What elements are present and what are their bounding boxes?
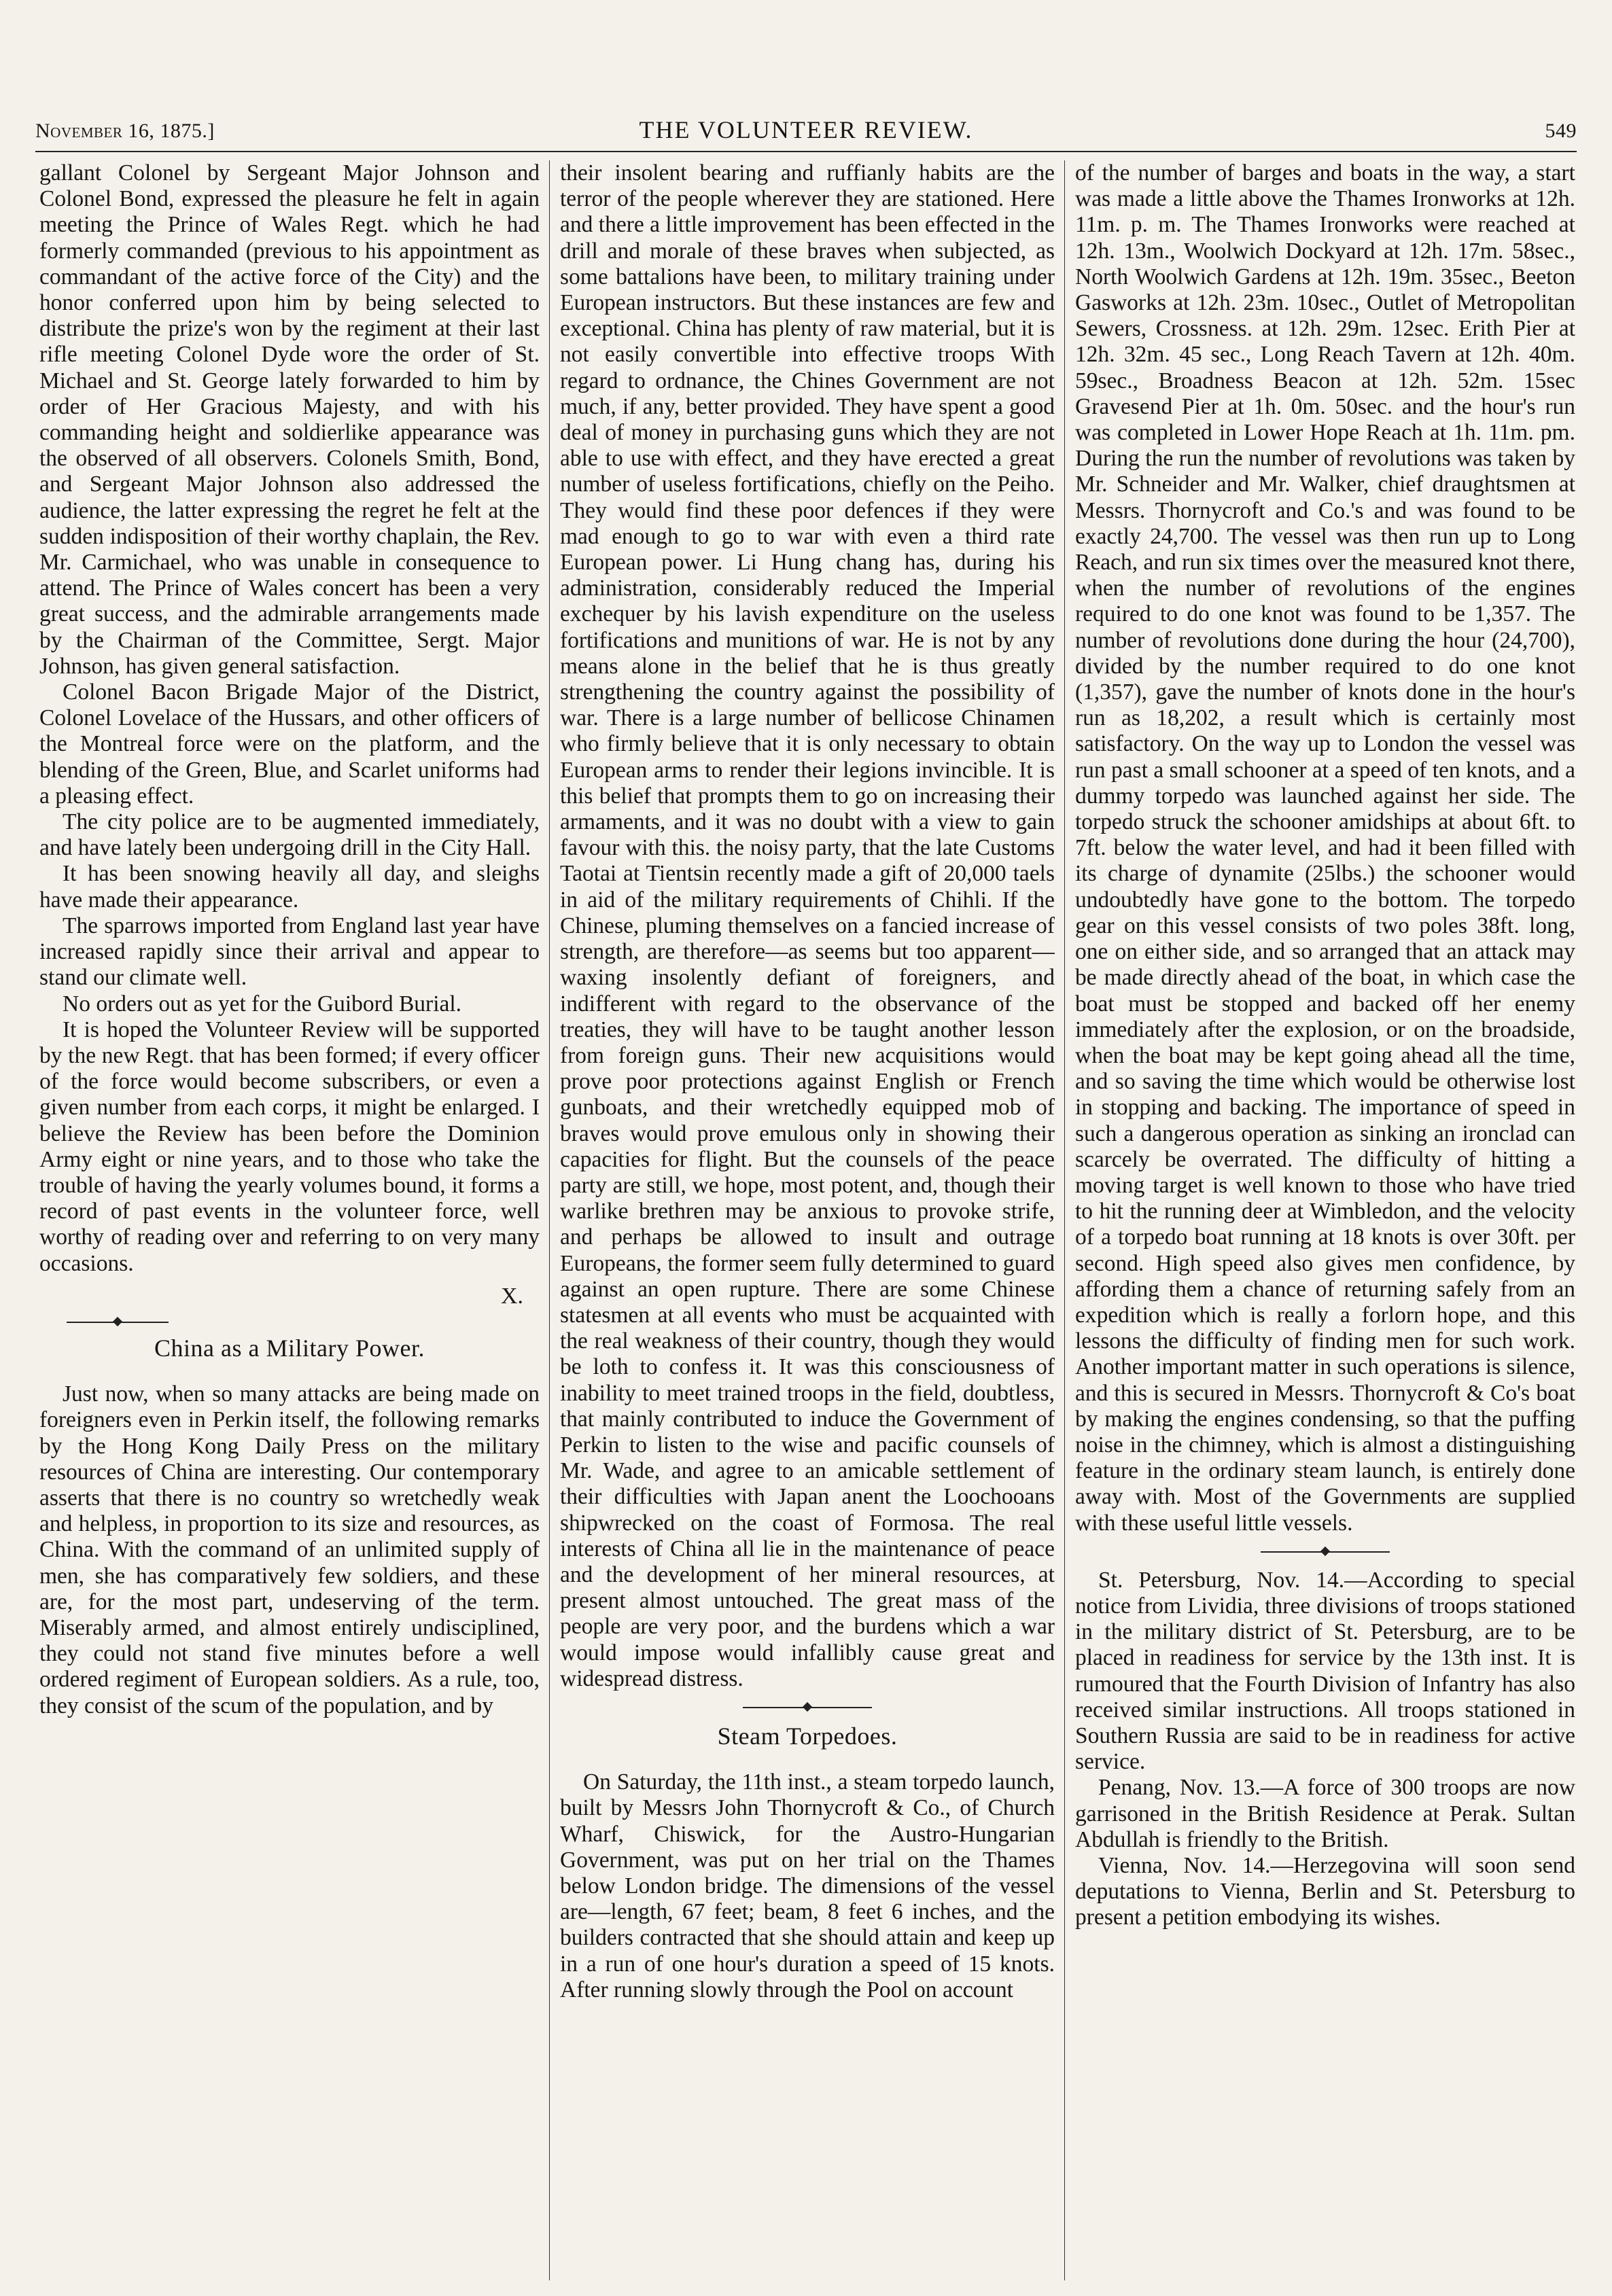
col1-paragraph-8: Just now, when so many attacks are being made on foreigners even in Perkin itself, the following remarks by the Hong Kong Daily Press on the military resources of China are interesting. Our contemporary asserts that there is no country so wretchedly weak and helpless, in proportion to its size and resources, as China. With the command of an unlimited supply of men, she has comparatively few soldiers, and these are, for the most part, undeserving of the term. Miserably armed, and almost entirely undisciplined, they could not stand five minutes before a well ordered regiment of European soldiers. As a rule, too, they consist of the scum of the population, and by <box>39 1381 540 1718</box>
section-separator <box>743 1707 872 1708</box>
col1-paragraph-6: No orders out as yet for the Guibord Burial. <box>63 991 462 1017</box>
torpedoes-section-title: Steam Torpedoes. <box>717 1722 898 1750</box>
column-1 <box>39 160 540 2280</box>
china-section-title: China as a Military Power. <box>154 1334 425 1362</box>
header-page-number: 549 <box>1545 120 1577 142</box>
page-header <box>35 114 1577 148</box>
col1-paragraph-2: Colonel Bacon Brigade Major of the District, Colonel Lovelace of the Hussars, and other officers of the Montreal force were on the platform, and the blending of the Green, Blue, and Scarlet uniforms had a pleasing effect. <box>39 679 540 809</box>
header-date: November 16, 1875.] <box>35 120 215 142</box>
column-divider-1 <box>549 160 550 2280</box>
header-masthead: THE VOLUNTEER REVIEW. <box>639 116 973 143</box>
col1-paragraph-5: The sparrows imported from England last year have increased rapidly since their arrival and appear to stand our climate well. <box>39 913 540 991</box>
separator-ornament <box>1320 1547 1330 1556</box>
col3-paragraph-4: Vienna, Nov. 14.—Herzegovina will soon send deputations to Vienna, Berlin and St. Petersburg to present a petition embodying its wishes. <box>1075 1853 1575 1930</box>
section-separator <box>1261 1551 1390 1553</box>
col3-paragraph-1: of the number of barges and boats in the way, a start was made a little above the Thames Ironworks at 12h. 11m. p. m. The Thames Ironworks were reached at 12h. 13m., Woolwich Dockyard at 12h. 17m. 58sec., North Woolwich Gardens at 12h. 19m. 35sec., Beeton Gasworks at 12h. 23m. 10sec., Outlet of Metropolitan Sewers, Crossness. at 12h. 29m. 12sec. Erith Pier at 12h. 32m. 45 sec., Long Reach Tavern at 12h. 40m. 59sec., Broadness Beacon at 12h. 52m. 15sec Gravesend Pier at 1h. 0m. 50sec. and the hour's run was completed in Lower Hope Reach at 1h. 11m. pm. During the run the number of revolutions was taken by Mr. Schneider and Mr. Walker, chief draughtsmen at Messrs. Thornycroft and Co.'s and was found to be exactly 24,700. The vessel was then run up to Long Reach, and run six times over the measured knot there, when the number of revolutions of the engines required to do one knot was found to be 1,357. The number of revolutions done during the hour (24,700), divided by the number required to do one knot (1,357), gave the number of knots done in the hour's run as 18,202, a result which is certainly most satisfactory. On the way up to London the vessel was run past a small schooner at a speed of ten knots, and a dummy torpedo was launched against her side. The torpedo struck the schooner amidships at about 6ft. to 7ft. below the water level, and had it been filled with its charge of dynamite (25lbs.) the schooner would undoubtedly have gone to the bottom. The torpedo gear on this vessel consists of two poles 38ft. long, one on either side, and so arranged that an attack may be made directly ahead of the boat, in which case the boat must be stopped and backed off her enemy immediately after the explosion, or on the broadside, when the boat may be kept going ahead all the time, and so saving the time which would be otherwise lost in stopping and backing. The importance of speed in such a dangerous operation as sinking an ironclad can scarcely be overrated. The difficulty of hitting a moving target is well known to those who have tried to hit the running deer at Wimbledon, and the velocity of a torpedo boat running at 18 knots is over 30ft. per second. High speed also gives men confidence, by affording them a chance of returning safely from an expedition which is really a forlorn hope, and this lessons the difficulty of finding men for such work. Another important matter in such operations is silence, and this is secured in Messrs. Thornycroft & Co's boat by making the engines condensing, so that the puffing noise in the chimney, which is almost a distinguishing feature in the ordinary steam launch, is entirely done away with. Most of the Governments are supplied with these useful little vessels. <box>1075 160 1575 1536</box>
header-rule <box>35 151 1577 152</box>
col1-paragraph-1: gallant Colonel by Sergeant Major Johnson and Colonel Bond, expressed the pleasure he felt in again meeting the Prince of Wales Regt. which he had formerly commanded (previous to his appointment as commandant of the active force of the City) and the honor conferred upon him by being selected to distribute the prize's won by the regiment at their last rifle meeting Colonel Dyde wore the order of St. Michael and St. George lately forwarded to him by order of Her Gracious Majesty, and with his commanding height and soldierlike appearance was the observed of all observers. Colonels Smith, Bond, and Sergeant Major Johnson also addressed the audience, the latter expressing the regret he felt at the sudden indisposition of their worthy chaplain, the Rev. Mr. Carmichael, who was unable in consequence to attend. The Prince of Wales concert has been a very great success, and the admirable arrangements made by the Chairman of the Committee, Sergt. Major Johnson, has given general satisfaction. <box>39 160 540 679</box>
col2-paragraph-1: their insolent bearing and ruffianly habits are the terror of the people wherever they are stationed. Here and there a little improvement has been effected in the drill and morale of these braves when subjected, as some battalions have been, to military training under European instructors. But these instances are few and exceptional. China has plenty of raw material, but it is not easily convertible into effective troops With regard to ordnance, the Chines Government are not much, if any, better provided. They have spent a good deal of money in purchasing guns which they are not able to use with effect, and they have erected a great number of useless fortifications, chiefly on the Peiho. They would find these poor defences if they were mad enough to go to war with even a third rate European power. Li Hung chang has, during his administration, considerably reduced the Imperial exchequer by his lavish expenditure on the useless fortifications and munitions of war. He is not by any means alone in the belief that he is thus greatly strengthening the country against the possibility of war. There is a large number of bellicose Chinamen who firmly believe that it is only necessary to obtain European arms to render their legions invincible. It is this belief that prompts them to go on increasing their armaments, and it was no doubt with a view to gain favour with this. the noisy party, that the late Customs Taotai at Tientsin recently made a gift of 20,000 taels in aid of the military requirements of Chihli. If the Chinese, pluming themselves on a fancied increase of strength, are therefore—as seems but too apparent—waxing insolently defiant of foreigners, and indifferent with regard to the observance of the treaties, they will have to be taught another lesson from foreign guns. Their new acquisitions would prove poor protections against English or French gunboats, and their wretchedly equipped mob of braves would prove emulous only in showing their capacities for flight. But the counsels of the peace party are still, we hope, most potent, and, though their warlike brethren may be anxious to provoke strife, and perhaps be allowed to insult and outrage Europeans, the former seem fully determined to guard against an open rupture. There are some Chinese statesmen at all events who must be acquainted with the real weakness of their country, though they would be loth to confess it. It was this consciousness of inability to meet trained troops in the field, doubtless, that mainly contributed to induce the Government of Perkin to listen to the wise and pacific counsels of Mr. Wade, and agree to an amicable settlement of their difficulties with Japan anent the Loochooans shipwrecked on the coast of Formosa. The real interests of China all lie in the maintenance of peace and the development of her mineral resources, at present almost untouched. The great mass of the people are very poor, and the burdens which a war would impose would infallibly cause great and widespread distress. <box>560 160 1055 1691</box>
section-separator <box>67 1322 169 1323</box>
col3-paragraph-2: St. Petersburg, Nov. 14.—According to special notice from Lividia, three divisions of troops stationed in the military district of St. Petersburg, are to be placed in readiness for service by the 13th inst. It is rumoured that the Fourth Division of Infantry has also received similar instructions. All troops stationed in Southern Russia are said to be in readiness for active service. <box>1075 1567 1575 1775</box>
col1-paragraph-7: It is hoped the Volunteer Review will be supported by the new Regt. that has been formed; if every officer of the force would become subscribers, or even a given number from each corps, it might be enlarged. I believe the Review has been before the Dominion Army eight or nine years, and to those who take the trouble of having the yearly volumes bound, it forms a record of past events in the volunteer force, well worthy of reading over and referring to on very many occasions. <box>39 1017 540 1276</box>
separator-ornament <box>113 1317 122 1326</box>
column-2 <box>560 160 1055 2280</box>
col3-paragraph-3: Penang, Nov. 13.—A force of 300 troops are now garrisoned in the British Residence at Perak. Sultan Abdullah is friendly to the British. <box>1075 1775 1575 1852</box>
column-3 <box>1075 160 1575 2280</box>
signature: X. <box>500 1283 523 1309</box>
separator-ornament <box>803 1702 812 1712</box>
col1-paragraph-3: The city police are to be augmented immediately, and have lately been undergoing drill in the City Hall. <box>39 809 540 861</box>
col1-paragraph-4: It has been snowing heavily all day, and sleighs have made their appearance. <box>39 861 540 913</box>
column-divider-2 <box>1064 160 1065 2280</box>
col2-paragraph-2: On Saturday, the 11th inst., a steam torpedo launch, built by Messrs John Thornycroft & Co., of Church Wharf, Chiswick, for the Austro-Hungarian Government, was put on her trial on the Thames below London bridge. The dimensions of the vessel are—length, 67 feet; beam, 8 feet 6 inches, and the builders contracted that she should attain and keep up in a run of one hour's duration a speed of 15 knots. After running slowly through the Pool on account <box>560 1769 1055 2002</box>
